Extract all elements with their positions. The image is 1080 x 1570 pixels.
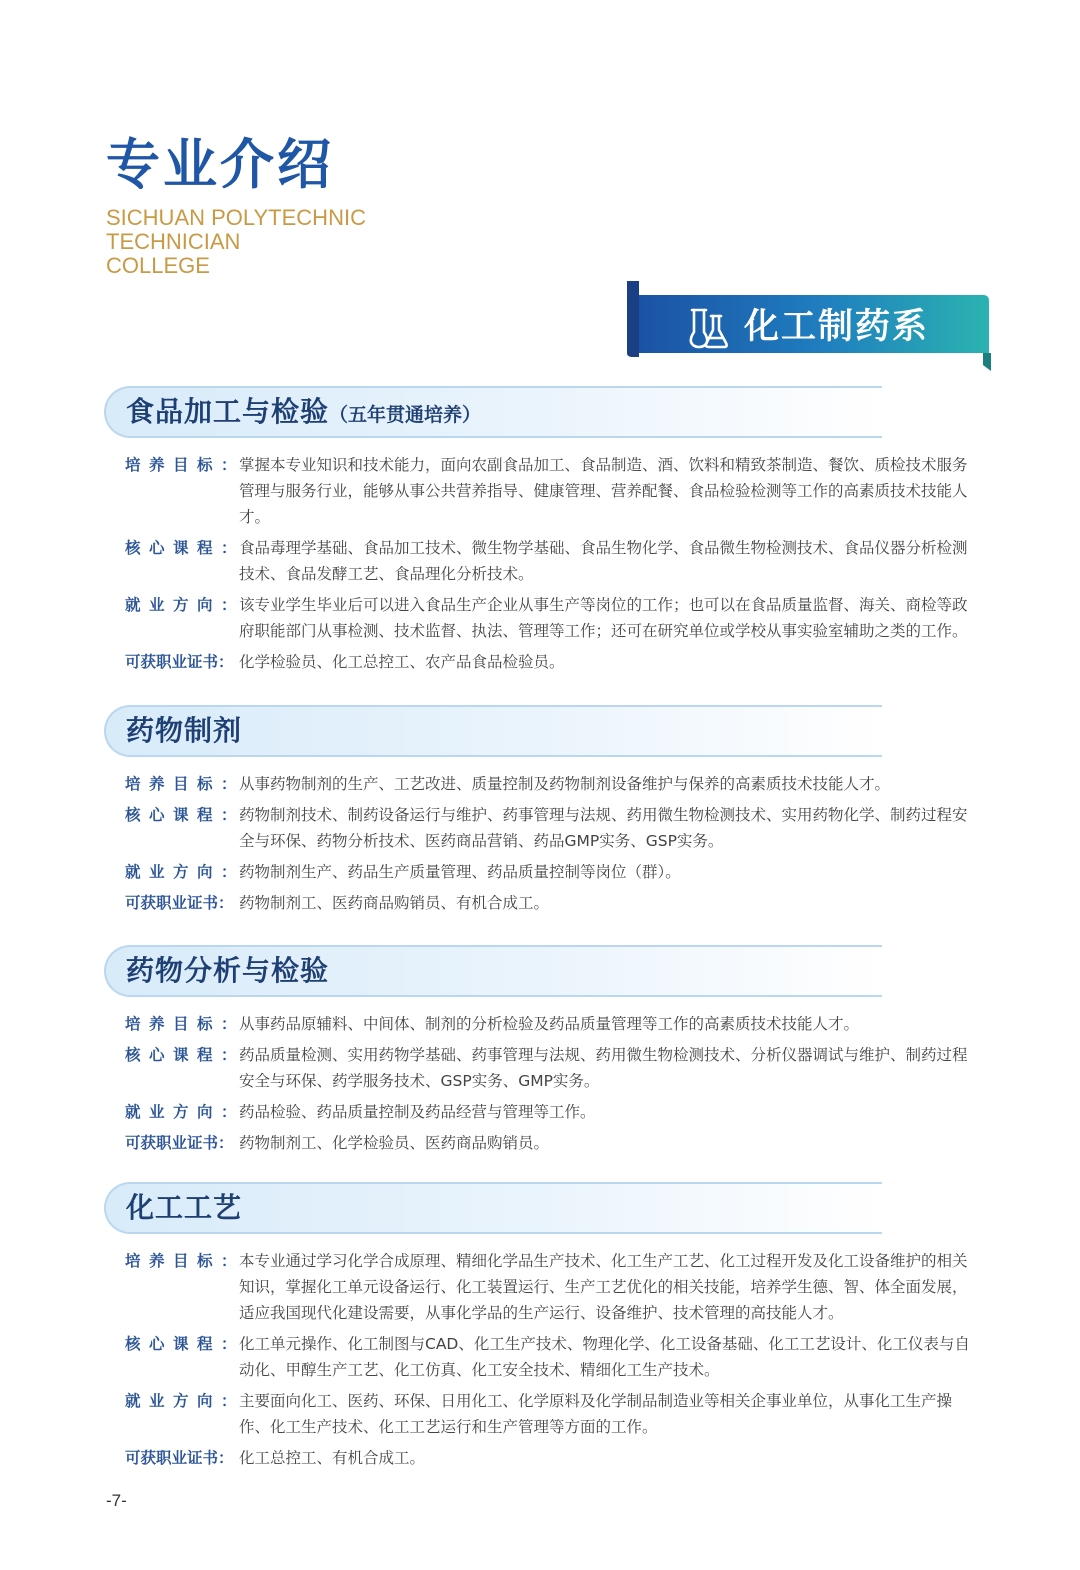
row-text: 化工总控工、有机合成工。 <box>239 1449 426 1467</box>
major-section <box>104 1182 984 1476</box>
info-row <box>125 1248 984 1326</box>
info-row <box>125 1331 984 1383</box>
row-text: 药物制剂工、医药商品购销员、有机合成工。 <box>239 894 550 912</box>
section-title: 药物制剂 <box>126 714 243 747</box>
row-label: 培养目标： <box>125 775 246 793</box>
info-row <box>125 859 984 885</box>
row-text: 掌握本专业知识和技术能力，面向农副食品加工、食品制造、酒、饮料和精致茶制造、餐饮、质检技术服务管理与服务行业，能够从事公共营养指导、健康管理、营养配餐、食品检验检测等工作的高素质技术技能人才。 <box>239 456 968 526</box>
row-label: 就业方向： <box>125 1103 246 1121</box>
row-text: 药品检验、药品质量控制及药品经营与管理等工作。 <box>239 1103 596 1121</box>
section-header <box>104 705 882 757</box>
college-name-line: TECHNICIAN <box>106 229 241 254</box>
info-row <box>125 890 984 916</box>
row-label: 就业方向： <box>125 1392 246 1410</box>
section-title: 食品加工与检验（五年贯通培养） <box>126 395 482 428</box>
row-label: 核心课程： <box>125 1335 246 1353</box>
row-text: 化学检验员、化工总控工、农产品食品检验员。 <box>239 653 565 671</box>
row-text: 食品毒理学基础、食品加工技术、微生物学基础、食品生物化学、食品微生物检测技术、食品仪器分析检测技术、食品发酵工艺、食品理化分析技术。 <box>239 539 968 583</box>
info-row <box>125 771 984 797</box>
college-name-line: COLLEGE <box>106 253 210 278</box>
row-label: 核心课程： <box>125 539 246 557</box>
page-header <box>106 132 366 278</box>
row-text: 药物制剂技术、制药设备运行与维护、药事管理与法规、药用微生物检测技术、实用药物化学、制药过程安全与环保、药物分析技术、医药商品营销、药品GMP实务、GSP实务。 <box>239 806 968 850</box>
section-header <box>104 945 882 997</box>
info-row <box>125 1011 984 1037</box>
info-row <box>125 1042 984 1094</box>
row-text: 从事药物制剂的生产、工艺改进、质量控制及药物制剂设备维护与保养的高素质技术技能人才。 <box>239 775 891 793</box>
row-label: 核心课程： <box>125 806 246 824</box>
info-row <box>125 1130 984 1156</box>
section-header <box>104 386 882 438</box>
page-number: -7- <box>106 1491 127 1510</box>
row-text: 药物制剂工、化学检验员、医药商品购销员。 <box>239 1134 550 1152</box>
flask-icon <box>686 306 730 350</box>
info-row <box>125 1445 984 1471</box>
row-label: 培养目标： <box>125 1252 246 1270</box>
section-subtitle: （五年贯通培养） <box>329 404 482 426</box>
row-text: 该专业学生毕业后可以进入食品生产企业从事生产等岗位的工作；也可以在食品质量监督、海关、商检等政府职能部门从事检测、技术监督、执法、管理等工作；还可在研究单位或学校从事实验室辅助之类的工作。 <box>239 596 968 640</box>
info-row <box>125 1099 984 1125</box>
info-row <box>125 452 984 530</box>
section-title: 化工工艺 <box>126 1191 243 1224</box>
row-label: 可获职业证书： <box>125 1134 234 1152</box>
college-name-line: SICHUAN POLYTECHNIC <box>106 205 366 230</box>
section-header <box>104 1182 882 1234</box>
college-name-en <box>106 206 366 278</box>
major-section <box>104 386 984 680</box>
row-label: 就业方向： <box>125 863 246 881</box>
row-text: 从事药品原辅料、中间体、制剂的分析检验及药品质量管理等工作的高素质技术技能人才。 <box>239 1015 860 1033</box>
row-label: 培养目标： <box>125 456 246 474</box>
row-text: 化工单元操作、化工制图与CAD、化工生产技术、物理化学、化工设备基础、化工工艺设计、化工仪表与自动化、甲醇生产工艺、化工仿真、化工安全技术、精细化工生产技术。 <box>239 1335 970 1379</box>
row-label: 核心课程： <box>125 1046 246 1064</box>
section-title: 药物分析与检验 <box>126 954 330 987</box>
info-row <box>125 535 984 587</box>
row-label: 就业方向： <box>125 596 246 614</box>
info-row <box>125 649 984 675</box>
major-section <box>104 705 984 921</box>
row-label: 可获职业证书： <box>125 894 234 912</box>
row-text: 药物制剂生产、药品生产质量管理、药品质量控制等岗位（群）。 <box>239 863 681 881</box>
row-label: 可获职业证书： <box>125 1449 234 1467</box>
major-section <box>104 945 984 1161</box>
department-name: 化工制药系 <box>744 307 930 347</box>
info-row <box>125 802 984 854</box>
info-row <box>125 1388 984 1440</box>
row-text: 本专业通过学习化学合成原理、精细化学品生产技术、化工生产工艺、化工过程开发及化工设备维护的相关知识，掌握化工单元设备运行、化工装置运行、生产工艺优化的相关技能，培养学生德、智、体全面发展，适应我国现代化建设需要，从事化学品的生产运行、设备维护、技术管理的高技能人才。 <box>239 1252 968 1322</box>
info-row <box>125 592 984 644</box>
row-label: 培养目标： <box>125 1015 246 1033</box>
page-title: 专业介绍 <box>106 133 334 196</box>
row-text: 主要面向化工、医药、环保、日用化工、化学原料及化学制品制造业等相关企事业单位，从事化工生产操作、化工生产技术、化工工艺运行和生产管理等方面的工作。 <box>239 1392 953 1436</box>
row-label: 可获职业证书： <box>125 653 234 671</box>
row-text: 药品质量检测、实用药物学基础、药事管理与法规、药用微生物检测技术、分析仪器调试与维护、制药过程安全与环保、药学服务技术、GSP实务、GMP实务。 <box>239 1046 968 1090</box>
